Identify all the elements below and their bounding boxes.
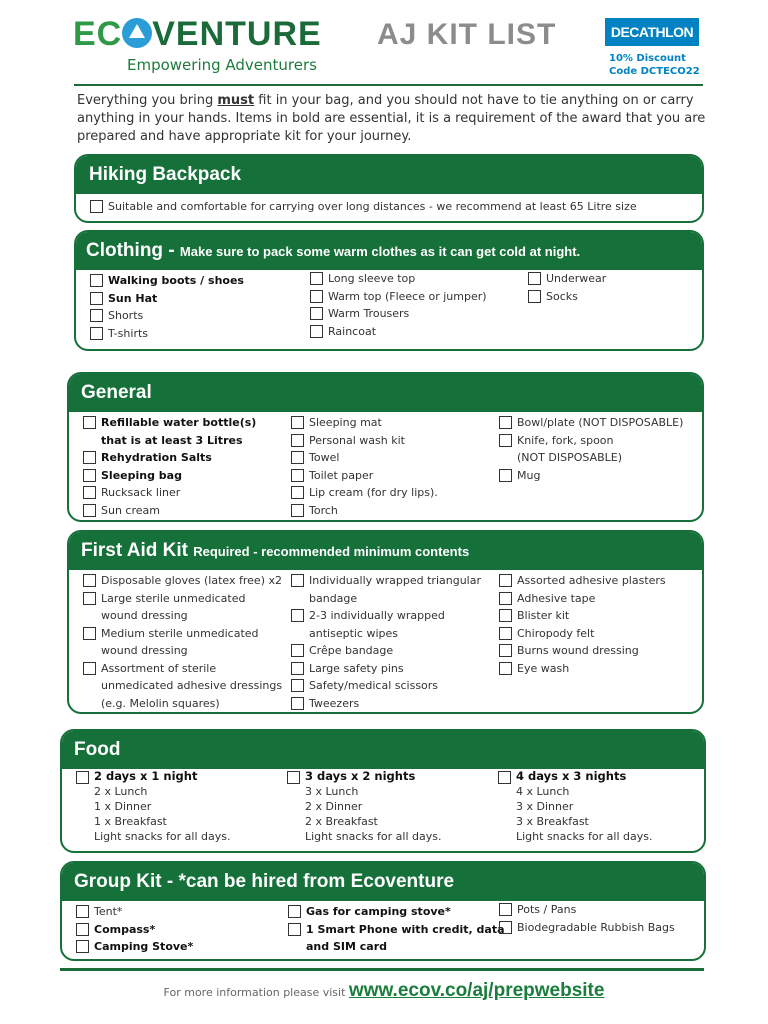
checkbox[interactable] <box>76 923 89 936</box>
section-title: Hiking Backpack <box>89 164 242 185</box>
checklist-item[interactable] <box>528 270 606 288</box>
checkbox[interactable] <box>499 627 512 640</box>
checkbox[interactable] <box>499 469 512 482</box>
checklist-item[interactable] <box>498 769 652 784</box>
checkbox[interactable] <box>83 627 96 640</box>
checklist-item[interactable] <box>83 572 282 590</box>
checklist-item[interactable] <box>310 288 487 306</box>
checkbox[interactable] <box>90 292 103 305</box>
item-label: 3 days x 2 nights <box>305 769 416 783</box>
item-label: Sleeping mat <box>309 416 382 429</box>
item-label: T-shirts <box>108 326 149 340</box>
groupkit-col-3 <box>499 901 675 936</box>
intro-paragraph <box>77 92 707 146</box>
item-label: Blister kit <box>517 609 570 622</box>
food-line: Light snacks for all days. <box>516 830 653 843</box>
logo-tagline: Empowering Adventurers <box>127 56 317 74</box>
item-label: Large sterile unmedicated <box>101 591 246 605</box>
checkbox[interactable] <box>76 940 89 953</box>
checkbox[interactable] <box>291 609 304 622</box>
checklist-item[interactable] <box>291 572 481 590</box>
discount-info <box>609 52 700 78</box>
item-label: Tweezers <box>309 696 360 710</box>
checkbox[interactable] <box>310 307 323 320</box>
food-line: Light snacks for all days. <box>94 830 231 843</box>
checklist-item-continued <box>499 449 683 467</box>
checkbox[interactable] <box>90 327 103 340</box>
item-label: wound dressing <box>101 644 188 657</box>
checkbox[interactable] <box>310 290 323 303</box>
checkbox[interactable] <box>291 662 304 675</box>
checklist-item[interactable] <box>83 660 282 678</box>
checklist-item[interactable] <box>83 484 256 502</box>
logo-wordmark: EC VENTURE <box>73 15 322 53</box>
item-label: Large safety pins <box>309 661 404 675</box>
item-label: Individually wrapped triangular <box>309 574 481 587</box>
checkbox[interactable] <box>76 771 89 784</box>
checklist-item[interactable] <box>288 921 505 939</box>
page-title: AJ KIT LIST <box>377 18 557 51</box>
general-col-2 <box>291 414 438 519</box>
checklist-item[interactable] <box>499 901 675 919</box>
item-label: Personal wash kit <box>309 433 405 447</box>
checklist-item[interactable] <box>291 449 438 467</box>
checklist-item[interactable] <box>90 290 244 308</box>
decathlon-logo: DECATHLON <box>605 18 699 46</box>
footer-divider <box>60 968 704 971</box>
checklist-item-continued <box>83 677 282 695</box>
item-label: Sleeping bag <box>101 468 182 482</box>
item-label: Tent* <box>94 905 123 918</box>
checklist-item[interactable] <box>291 502 438 520</box>
item-label: 1 Smart Phone with credit, data <box>306 922 505 936</box>
section-first-aid <box>67 530 704 714</box>
checkbox[interactable] <box>499 416 512 429</box>
item-label: Torch <box>309 503 338 517</box>
item-label: Lip cream (for dry lips). <box>309 486 438 499</box>
checklist-item[interactable] <box>310 305 487 323</box>
item-label: Walking boots / shoes <box>108 274 244 287</box>
item-label: Long sleeve top <box>328 272 416 285</box>
checklist-item[interactable] <box>499 607 666 625</box>
checklist-item[interactable] <box>499 590 666 608</box>
checklist-item-continued <box>83 695 282 713</box>
food-option-2 <box>287 769 441 844</box>
item-label: Assorted adhesive plasters <box>517 574 666 587</box>
food-line: Light snacks for all days. <box>305 830 442 843</box>
checkbox[interactable] <box>90 274 103 287</box>
firstaid-col-3 <box>499 572 666 677</box>
section-title: First Aid Kit <box>81 540 194 561</box>
section-header <box>69 532 702 570</box>
item-label: Raincoat <box>328 324 377 338</box>
checkbox[interactable] <box>291 416 304 429</box>
page-footer <box>0 980 768 1002</box>
item-label: Underwear <box>546 272 607 285</box>
checkbox[interactable] <box>83 662 96 675</box>
checkbox[interactable] <box>83 592 96 605</box>
section-title: Clothing - <box>86 240 180 261</box>
checklist-item[interactable] <box>499 572 666 590</box>
item-label: Crêpe bandage <box>309 644 394 657</box>
groupkit-col-2 <box>288 903 505 956</box>
item-label: unmedicated adhesive dressings <box>101 679 283 692</box>
discount-label: 10% Discount <box>609 53 686 64</box>
checklist-item[interactable] <box>291 642 481 660</box>
checkbox[interactable] <box>291 574 304 587</box>
checkbox[interactable] <box>90 309 103 322</box>
item-label: 2-3 individually wrapped <box>309 609 445 622</box>
item-label: Gas for camping stove* <box>306 905 451 918</box>
section-clothing <box>74 230 704 351</box>
checkbox[interactable] <box>499 574 512 587</box>
item-label: Mug <box>517 468 541 482</box>
checklist-item[interactable] <box>291 484 438 502</box>
item-label: bandage <box>309 591 358 605</box>
checkbox[interactable] <box>76 905 89 918</box>
firstaid-col-2 <box>291 572 481 712</box>
section-subtitle: Required - recommended minimum contents <box>193 544 470 559</box>
checklist-item[interactable] <box>499 467 683 485</box>
section-food <box>60 729 706 853</box>
section-subtitle: Make sure to pack some warm clothes as it can get cold at night. <box>179 244 581 259</box>
section-title: Group Kit - *can be hired from Ecoventure <box>74 871 455 892</box>
checkbox[interactable] <box>288 905 301 918</box>
checklist-item[interactable] <box>83 590 282 608</box>
item-label: Rucksack liner <box>101 486 181 499</box>
clothing-col-1 <box>90 272 244 342</box>
item-label: Disposable gloves (latex free) x2 <box>101 574 282 587</box>
checkbox[interactable] <box>287 771 300 784</box>
checkbox[interactable] <box>499 903 512 916</box>
item-label: Eye wash <box>517 661 570 675</box>
checkbox[interactable] <box>291 644 304 657</box>
checkbox[interactable] <box>291 469 304 482</box>
intro-text-1: Everything you bring <box>77 93 218 108</box>
item-label: antiseptic wipes <box>309 626 399 640</box>
food-line: 1 x Breakfast <box>94 815 167 828</box>
item-label: Adhesive tape <box>517 591 596 605</box>
checkbox[interactable] <box>83 504 96 517</box>
checkbox[interactable] <box>83 574 96 587</box>
item-label: (e.g. Melolin squares) <box>101 696 220 710</box>
item-label: Bowl/plate (NOT DISPOSABLE) <box>517 416 684 429</box>
food-line: 4 x Lunch <box>516 785 570 798</box>
header-divider <box>74 84 703 86</box>
checklist-item[interactable] <box>90 198 637 216</box>
checklist-item[interactable] <box>83 467 256 485</box>
general-col-1 <box>83 414 256 519</box>
checkbox[interactable] <box>291 486 304 499</box>
checklist-item[interactable] <box>76 938 193 956</box>
checklist-item[interactable] <box>76 903 193 921</box>
checklist-item-continued <box>83 607 282 625</box>
checkbox[interactable] <box>498 771 511 784</box>
checklist-item[interactable] <box>291 432 438 450</box>
footer-text: For more information please visit <box>163 986 349 999</box>
checklist-item[interactable] <box>528 288 606 306</box>
item-label: Biodegradable Rubbish Bags <box>517 920 675 934</box>
checklist-item[interactable] <box>499 432 683 450</box>
checklist-item-continued <box>291 625 481 643</box>
food-line: 3 x Lunch <box>305 785 359 798</box>
item-label: Towel <box>309 451 340 464</box>
food-option-1 <box>76 769 230 844</box>
footer-link[interactable]: www.ecov.co/aj/prepwebsite <box>348 980 605 1001</box>
item-label: Sun cream <box>101 503 160 517</box>
checklist-item[interactable] <box>291 660 481 678</box>
checklist-item[interactable] <box>499 414 683 432</box>
section-header <box>76 232 702 270</box>
item-label: Warm Trousers <box>328 307 410 320</box>
checklist-item[interactable] <box>499 642 666 660</box>
checkbox[interactable] <box>310 325 323 338</box>
item-label: Compass* <box>94 922 156 936</box>
clothing-col-3 <box>528 270 606 305</box>
checklist-item[interactable] <box>76 921 193 939</box>
food-line: 3 x Dinner <box>516 800 574 813</box>
section-backpack <box>74 154 704 223</box>
checklist-item[interactable] <box>499 660 666 678</box>
food-line: 2 x Dinner <box>305 800 363 813</box>
intro-text-2: fit in your bag, and you should not have to tie anything on or carry anything in your hands. Items in bold are essential, it is a requirement of the award that you are prepared and have appropriate kit for your journey. <box>77 93 706 144</box>
food-option-3 <box>498 769 652 844</box>
item-label: Knife, fork, spoon <box>517 433 614 447</box>
checklist-item[interactable] <box>287 769 441 784</box>
section-title: Food <box>74 739 121 760</box>
item-label: Warm top (Fleece or jumper) <box>328 289 487 303</box>
item-label: (NOT DISPOSABLE) <box>517 451 623 464</box>
checkbox[interactable] <box>499 644 512 657</box>
checkbox[interactable] <box>528 272 541 285</box>
food-line: 3 x Breakfast <box>516 815 589 828</box>
checkbox[interactable] <box>291 434 304 447</box>
checklist-item-continued <box>83 432 256 450</box>
section-header <box>69 374 702 412</box>
checklist-item[interactable] <box>83 625 282 643</box>
item-label: Camping Stove* <box>94 940 194 953</box>
item-label: 2 days x 1 night <box>94 769 198 783</box>
food-line: 2 x Lunch <box>94 785 148 798</box>
checkbox[interactable] <box>83 451 96 464</box>
section-title: General <box>81 382 152 403</box>
checklist-item-continued <box>83 642 282 660</box>
checklist-item[interactable] <box>310 270 487 288</box>
ecoventure-logo <box>73 14 333 74</box>
firstaid-col-1 <box>83 572 282 712</box>
item-label: Sun Hat <box>108 291 158 305</box>
checklist-item[interactable] <box>288 903 505 921</box>
checkbox[interactable] <box>499 592 512 605</box>
food-line: 2 x Breakfast <box>305 815 378 828</box>
globe-icon <box>122 18 152 48</box>
checkbox[interactable] <box>499 609 512 622</box>
checkbox[interactable] <box>528 290 541 303</box>
checklist-item[interactable] <box>83 502 256 520</box>
checklist-item[interactable] <box>90 272 244 290</box>
checklist-item[interactable] <box>291 414 438 432</box>
section-header <box>62 863 704 901</box>
clothing-col-2 <box>310 270 487 340</box>
checkbox[interactable] <box>291 504 304 517</box>
checklist-item[interactable] <box>499 625 666 643</box>
section-header <box>76 156 702 194</box>
backpack-list <box>90 198 637 216</box>
checklist-item[interactable] <box>76 769 230 784</box>
checkbox[interactable] <box>291 679 304 692</box>
item-label: Medium sterile unmedicated <box>101 626 259 640</box>
item-label: Refillable water bottle(s) <box>101 416 257 429</box>
checkbox[interactable] <box>499 434 512 447</box>
item-label: Chiropody felt <box>517 626 595 640</box>
checkbox[interactable] <box>288 923 301 936</box>
item-label: and SIM card <box>306 940 387 953</box>
discount-code: Code DCTECO22 <box>609 66 700 77</box>
checkbox[interactable] <box>83 469 96 482</box>
checklist-item[interactable] <box>291 607 481 625</box>
section-group-kit <box>60 861 706 961</box>
checkbox[interactable] <box>83 416 96 429</box>
general-col-3 <box>499 414 683 484</box>
item-label: Burns wound dressing <box>517 644 639 657</box>
section-general <box>67 372 704 522</box>
intro-must: must <box>217 93 255 108</box>
item-label: Suitable and comfortable for carrying over long distances - we recommend at least 65 Litre size <box>108 200 637 213</box>
item-label: wound dressing <box>101 609 188 622</box>
checklist-item-continued <box>291 590 481 608</box>
checklist-item[interactable] <box>90 307 244 325</box>
item-label: that is at least 3 Litres <box>101 433 243 447</box>
page-header <box>0 0 768 90</box>
checklist-item[interactable] <box>291 695 481 713</box>
checkbox[interactable] <box>499 662 512 675</box>
item-label: Assortment of sterile <box>101 661 217 675</box>
checkbox[interactable] <box>310 272 323 285</box>
checklist-item-continued <box>288 938 505 956</box>
item-label: Socks <box>546 289 578 303</box>
item-label: Safety/medical scissors <box>309 679 439 692</box>
checkbox[interactable] <box>291 451 304 464</box>
checkbox[interactable] <box>90 200 103 213</box>
checklist-item[interactable] <box>83 414 256 432</box>
checklist-item[interactable] <box>291 467 438 485</box>
section-header <box>62 731 704 769</box>
checklist-item[interactable] <box>310 323 487 341</box>
item-label: Shorts <box>108 309 144 322</box>
item-label: Pots / Pans <box>517 903 577 916</box>
checklist-item[interactable] <box>83 449 256 467</box>
checkbox[interactable] <box>499 921 512 934</box>
checklist-item[interactable] <box>291 677 481 695</box>
item-label: 4 days x 3 nights <box>516 769 627 783</box>
checklist-item[interactable] <box>499 919 675 937</box>
checklist-item[interactable] <box>90 325 244 343</box>
item-label: Rehydration Salts <box>101 451 212 464</box>
checkbox[interactable] <box>83 486 96 499</box>
food-line: 1 x Dinner <box>94 800 152 813</box>
groupkit-col-1 <box>76 903 193 956</box>
checkbox[interactable] <box>291 697 304 710</box>
item-label: Toilet paper <box>309 468 374 482</box>
